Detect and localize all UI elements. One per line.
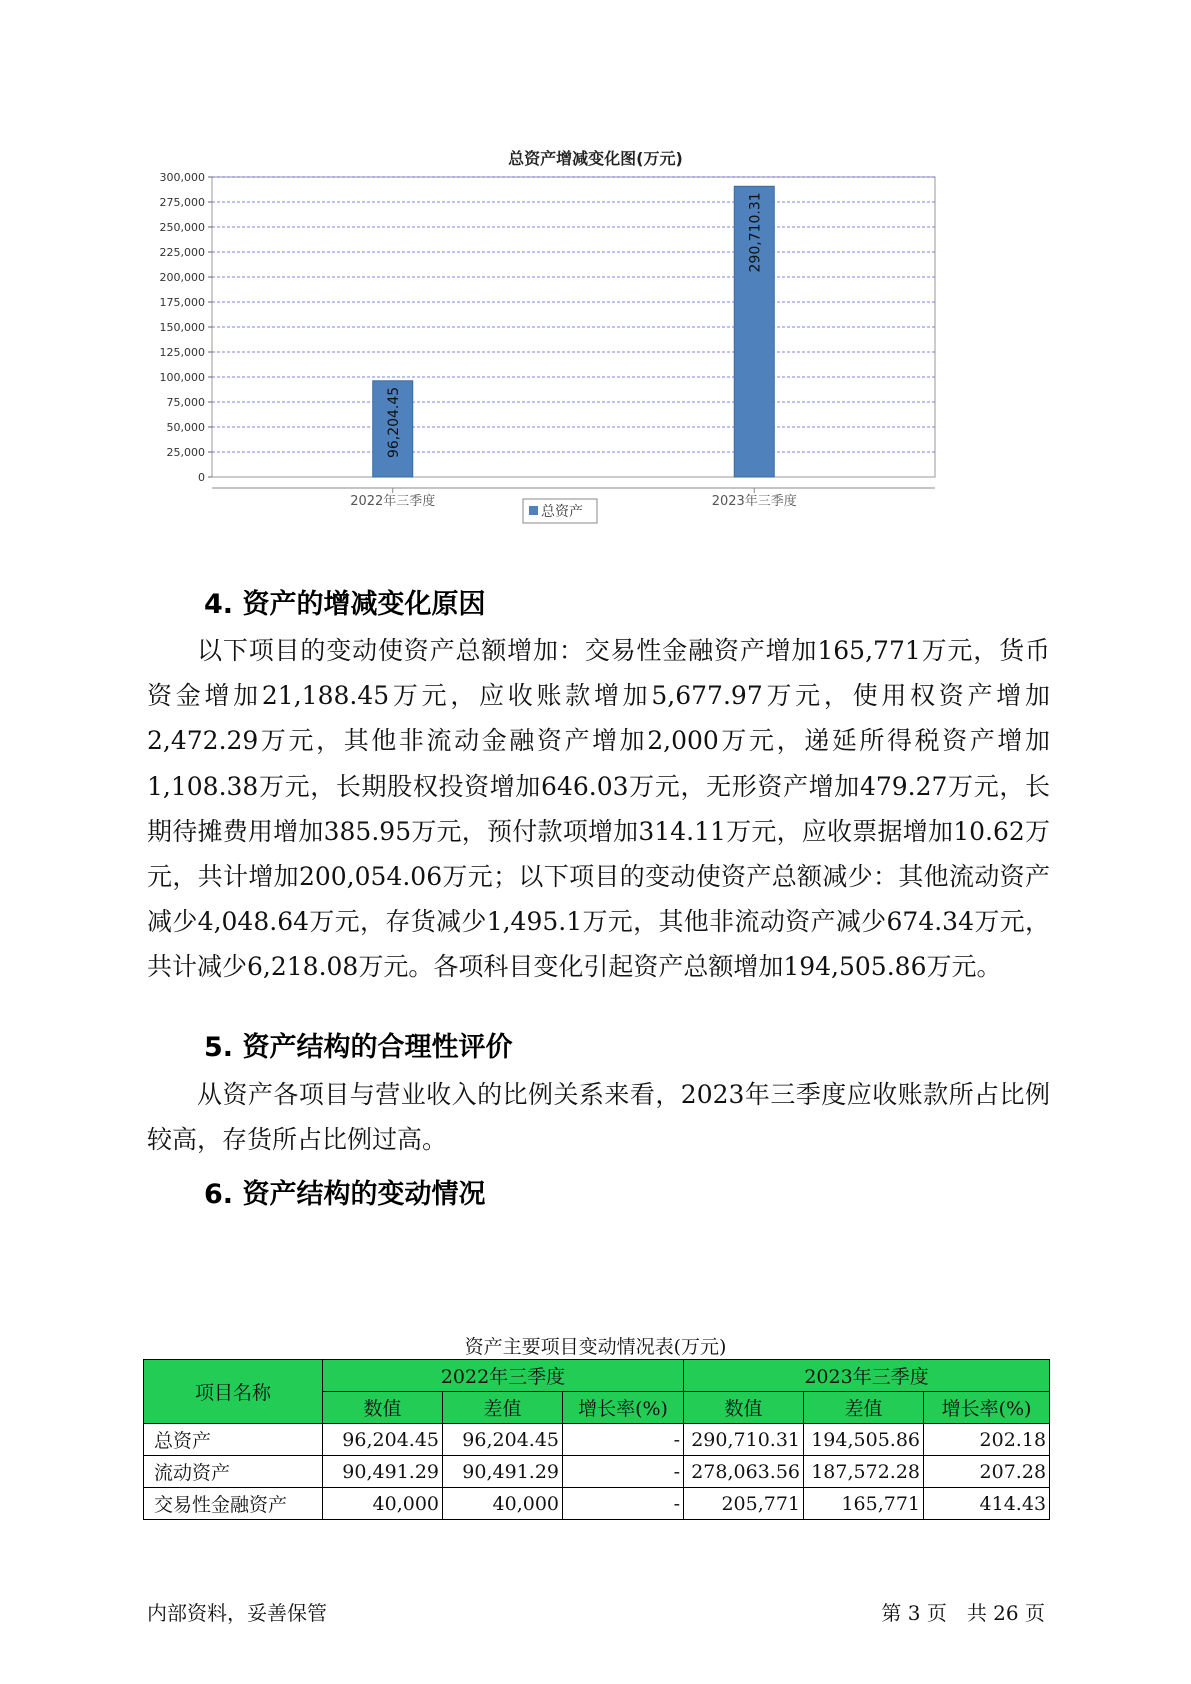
footer-page-number: 第 3 页 共 26 页 bbox=[881, 1601, 1045, 1625]
cell-growth-rate: - bbox=[563, 1488, 684, 1520]
cell-value: 278,063.56 bbox=[684, 1456, 804, 1488]
header-value: 数值 bbox=[323, 1392, 443, 1424]
chart-title: 总资产增减变化图(万元) bbox=[508, 149, 683, 168]
bar-data-label: 290,710.31 bbox=[747, 192, 764, 273]
y-tick-label: 150,000 bbox=[159, 321, 205, 334]
section-heading-6: 6. 资产结构的变动情况 bbox=[204, 1179, 486, 1210]
x-tick-label: 2023年三季度 bbox=[711, 494, 797, 509]
cell-diff: 194,505.86 bbox=[804, 1424, 924, 1456]
table-row bbox=[144, 1488, 1050, 1520]
header-period-2022: 2022年三季度 bbox=[323, 1360, 684, 1392]
asset-change-table bbox=[143, 1359, 1050, 1520]
section-text-4: 以下项目的变动使资产总额增加：交易性金融资产增加165,771万元，货币资金增加21,188.45万元，应收账款增加5,677.97万元，使用权资产增加2,472.29万元，其他非流动金融资产增加2,000万元，递延所得税资产增加1,108.38万元，长期股权投资增加646.03万元，无形资产增加479.27万元，长期待摊费用增加385.95万元，预付款项增加314.11万元，应收票据增加10.62万元，共计增加200,054.06万元；以下项目的变动使资产总额减少：其他流动资产减少4,048.64万元，存货减少1,495.1万元，其他非流动资产减少674.34万元，共计减少6,218.08万元。各项科目变化引起资产总额增加194,505.86万元。 bbox=[147, 636, 1050, 982]
cell-diff: 90,491.29 bbox=[443, 1456, 563, 1488]
section-text-5: 从资产各项目与营业收入的比例关系来看，2023年三季度应收账款所占比例较高，存货所占比例过高。 bbox=[147, 1080, 1050, 1155]
header-growth-rate: 增长率(%) bbox=[924, 1392, 1050, 1424]
cell-growth-rate: - bbox=[563, 1424, 684, 1456]
table-row bbox=[144, 1456, 1050, 1488]
table-row bbox=[144, 1424, 1050, 1456]
y-tick-label: 200,000 bbox=[159, 271, 205, 284]
cell-value: 40,000 bbox=[323, 1488, 443, 1520]
cell-growth-rate: 202.18 bbox=[924, 1424, 1050, 1456]
header-growth-rate: 增长率(%) bbox=[563, 1392, 684, 1424]
cell-growth-rate: 207.28 bbox=[924, 1456, 1050, 1488]
legend-label: 总资产 bbox=[541, 504, 583, 520]
y-tick-label: 275,000 bbox=[159, 196, 205, 209]
y-tick-label: 175,000 bbox=[159, 296, 205, 309]
cell-value: 290,710.31 bbox=[684, 1424, 804, 1456]
section-heading-4: 4. 资产的增减变化原因 bbox=[204, 589, 486, 620]
row-item-name: 交易性金融资产 bbox=[144, 1488, 323, 1520]
legend-swatch bbox=[529, 506, 538, 515]
cell-diff: 96,204.45 bbox=[443, 1424, 563, 1456]
cell-diff: 165,771 bbox=[804, 1488, 924, 1520]
footer-confidential-note: 内部资料，妥善保管 bbox=[147, 1601, 327, 1625]
header-item-name: 项目名称 bbox=[144, 1360, 323, 1424]
cell-value: 205,771 bbox=[684, 1488, 804, 1520]
y-tick-label: 300,000 bbox=[159, 171, 205, 184]
header-period-2023: 2023年三季度 bbox=[684, 1360, 1050, 1392]
y-tick-label: 0 bbox=[198, 471, 205, 484]
y-tick-label: 125,000 bbox=[159, 346, 205, 359]
y-tick-label: 100,000 bbox=[159, 371, 205, 384]
cell-value: 90,491.29 bbox=[323, 1456, 443, 1488]
cell-diff: 187,572.28 bbox=[804, 1456, 924, 1488]
header-diff: 差值 bbox=[443, 1392, 563, 1424]
y-tick-label: 75,000 bbox=[166, 396, 205, 409]
cell-growth-rate: - bbox=[563, 1456, 684, 1488]
y-tick-label: 250,000 bbox=[159, 221, 205, 234]
table-title: 资产主要项目变动情况表(万元) bbox=[464, 1336, 727, 1358]
y-tick-label: 50,000 bbox=[166, 421, 205, 434]
cell-growth-rate: 414.43 bbox=[924, 1488, 1050, 1520]
total-assets-bar-chart bbox=[150, 170, 950, 550]
y-tick-label: 25,000 bbox=[166, 446, 205, 459]
row-item-name: 总资产 bbox=[144, 1424, 323, 1456]
header-value: 数值 bbox=[684, 1392, 804, 1424]
row-item-name: 流动资产 bbox=[144, 1456, 323, 1488]
cell-diff: 40,000 bbox=[443, 1488, 563, 1520]
x-tick-label: 2022年三季度 bbox=[350, 494, 436, 509]
cell-value: 96,204.45 bbox=[323, 1424, 443, 1456]
y-tick-label: 225,000 bbox=[159, 246, 205, 259]
header-diff: 差值 bbox=[804, 1392, 924, 1424]
bar-data-label: 96,204.45 bbox=[385, 386, 402, 459]
section-heading-5: 5. 资产结构的合理性评价 bbox=[204, 1032, 513, 1063]
